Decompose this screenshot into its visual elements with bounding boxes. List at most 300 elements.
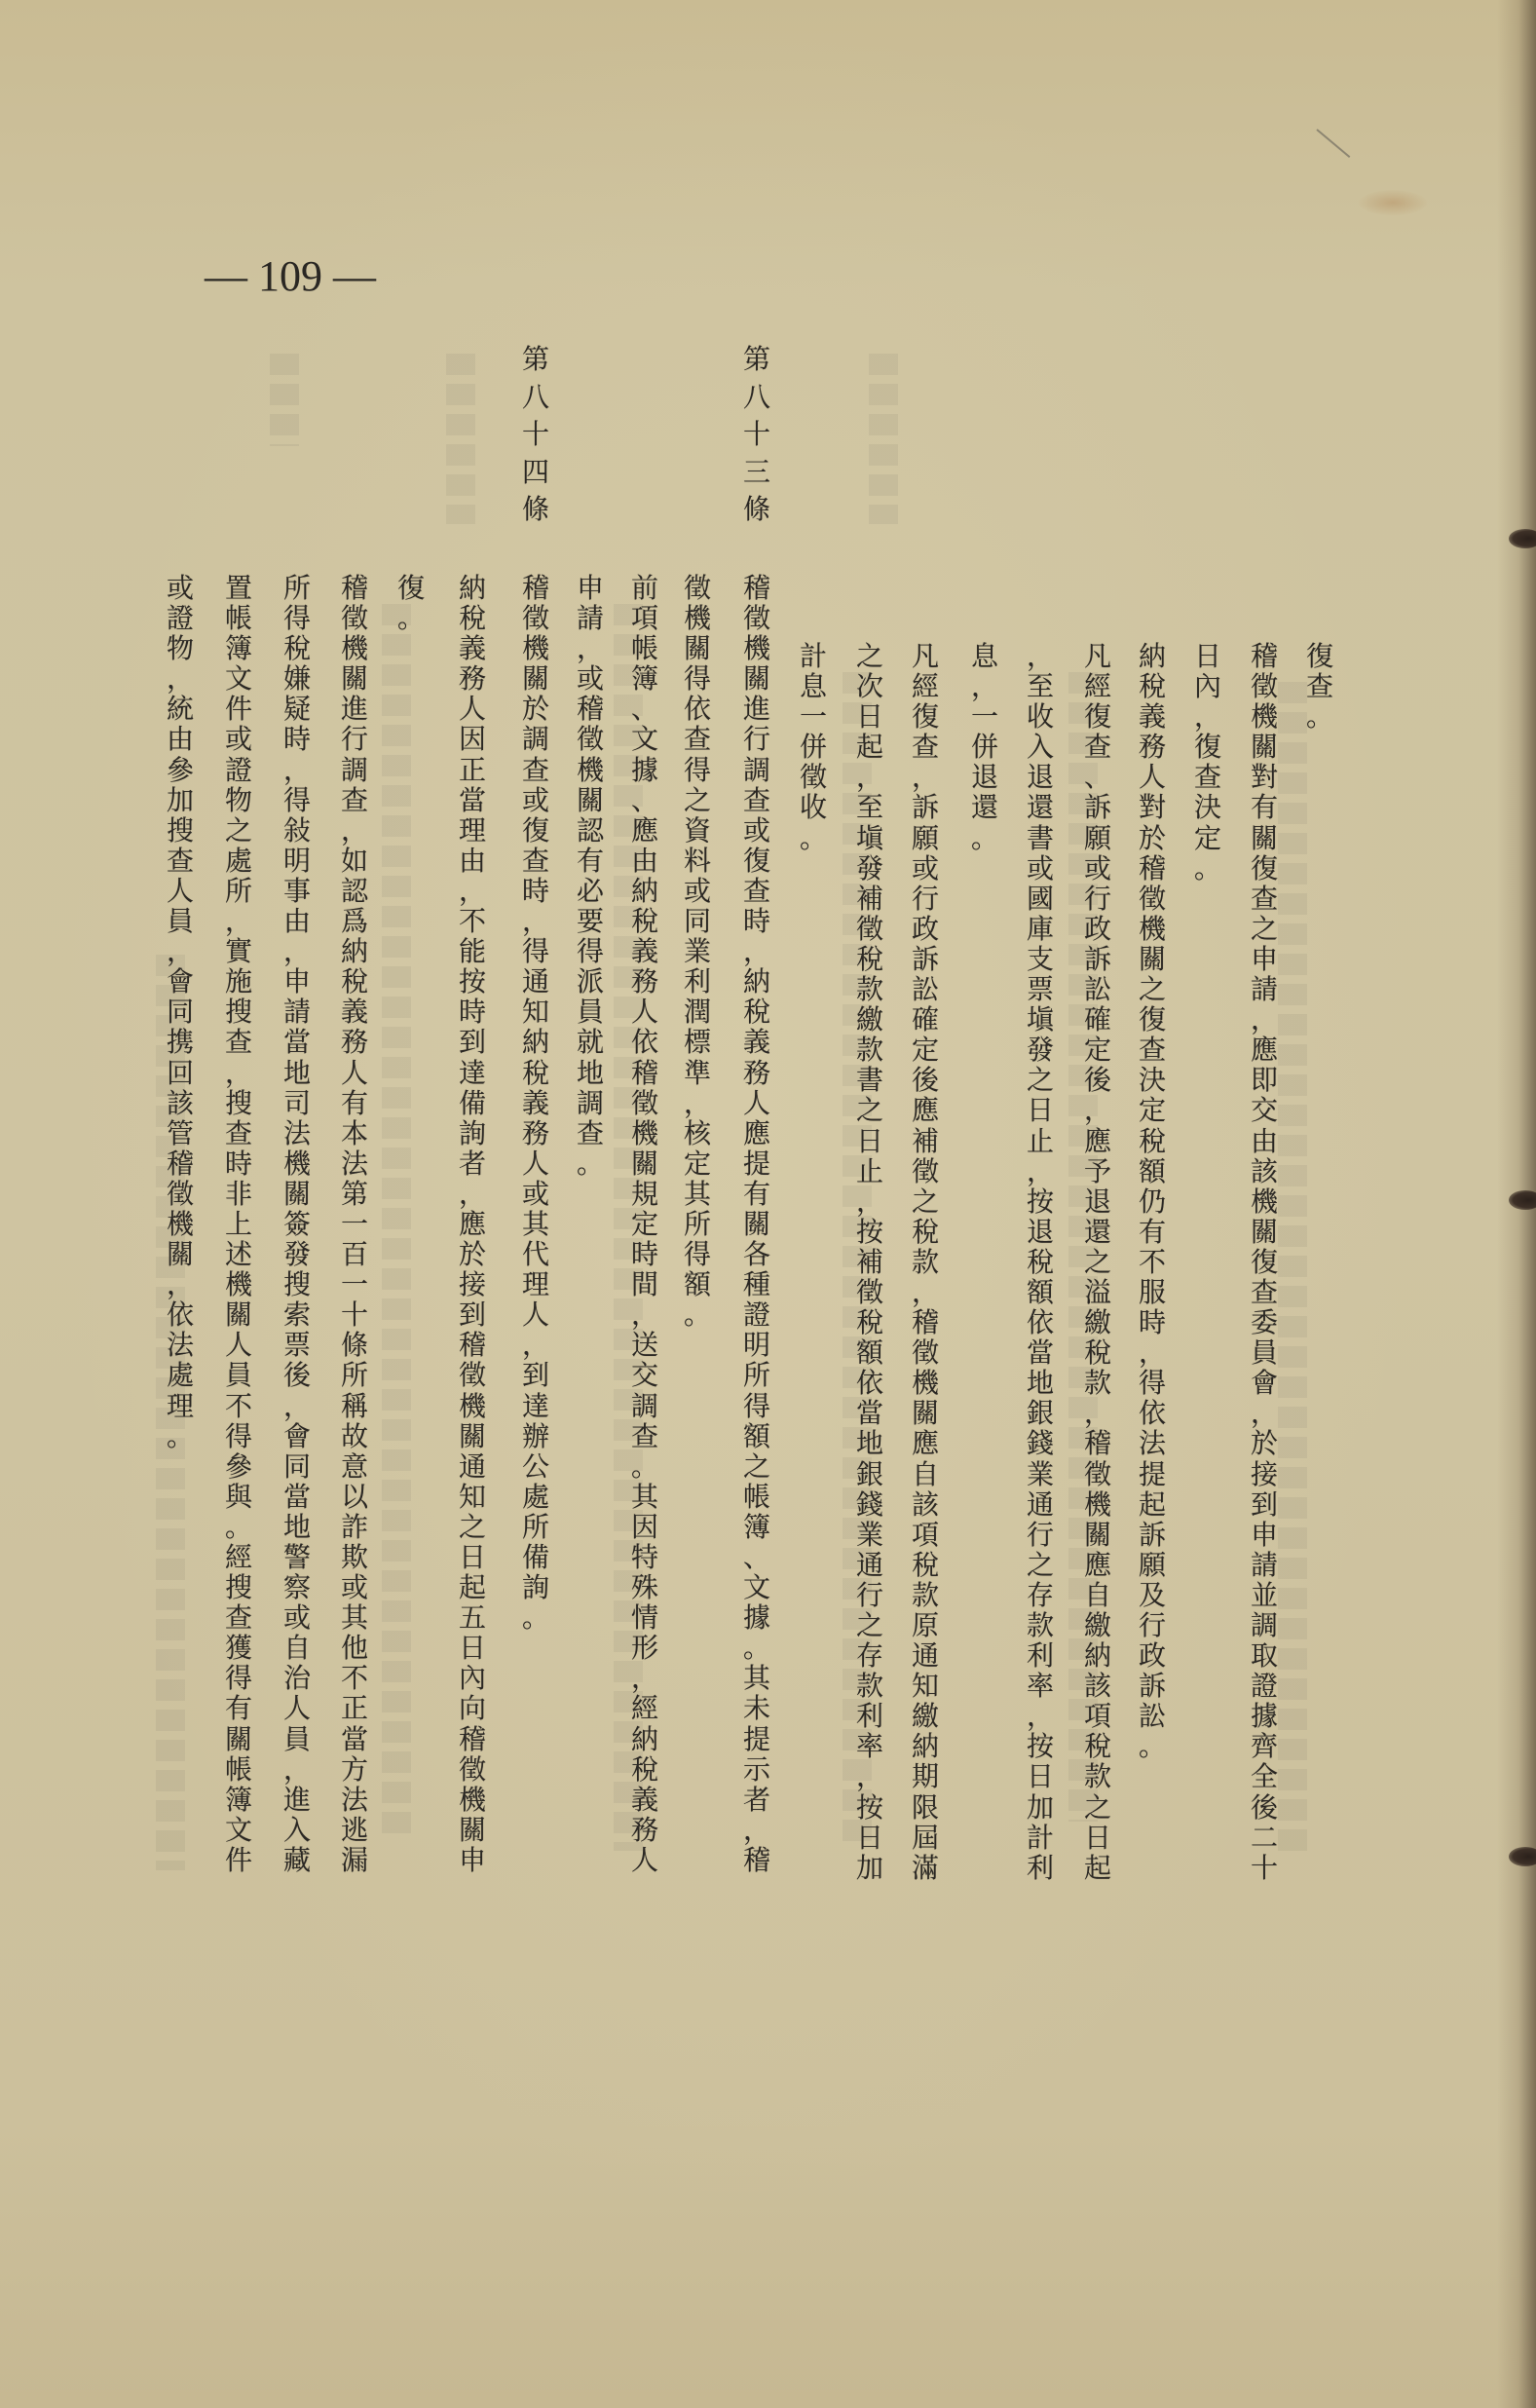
glyph: 按 bbox=[855, 1215, 883, 1248]
glyph: 務 bbox=[742, 1056, 770, 1089]
glyph: 款 bbox=[855, 973, 883, 1006]
glyph: 務 bbox=[521, 1116, 549, 1149]
glyph: 併 bbox=[970, 731, 998, 764]
glyph: 應 bbox=[911, 1094, 939, 1127]
glyph: 取 bbox=[1250, 1639, 1278, 1673]
glyph: 徵 bbox=[911, 1154, 939, 1187]
glyph: 納 bbox=[1083, 1639, 1111, 1673]
glyph: 願 bbox=[1138, 1548, 1166, 1581]
glyph: ， bbox=[1193, 700, 1221, 734]
glyph: 滿 bbox=[911, 1851, 939, 1884]
glyph: 之 bbox=[911, 1185, 939, 1218]
glyph: 八 bbox=[742, 380, 770, 413]
glyph: 定 bbox=[911, 1034, 939, 1067]
glyph: 全 bbox=[1250, 1760, 1278, 1793]
article-heading bbox=[520, 341, 551, 529]
glyph: 以 bbox=[340, 1480, 368, 1513]
glyph: 徵 bbox=[521, 602, 549, 635]
glyph: 行 bbox=[742, 723, 770, 756]
glyph: 證 bbox=[224, 753, 252, 786]
glyph: 該 bbox=[1250, 1154, 1278, 1187]
glyph: 徵 bbox=[742, 602, 770, 635]
glyph: 業 bbox=[1026, 1457, 1054, 1490]
glyph: 日 bbox=[1026, 1760, 1054, 1793]
glyph: 稽 bbox=[521, 572, 549, 604]
glyph: 業 bbox=[855, 1518, 883, 1551]
glyph: 準 bbox=[683, 1056, 711, 1089]
glyph: 或 bbox=[521, 1177, 549, 1210]
glyph: 搜 bbox=[224, 1086, 252, 1119]
glyph: 一 bbox=[799, 700, 827, 734]
glyph: 調 bbox=[521, 723, 549, 756]
glyph: 之 bbox=[1026, 1064, 1054, 1097]
glyph: 。 bbox=[1138, 1730, 1166, 1763]
glyph: 關 bbox=[521, 662, 549, 696]
glyph: 非 bbox=[224, 1177, 252, 1210]
glyph: ， bbox=[224, 1056, 252, 1089]
glyph: 行 bbox=[911, 882, 939, 915]
glyph: 按 bbox=[458, 965, 486, 998]
glyph: 得 bbox=[282, 602, 311, 635]
glyph: 稅 bbox=[1026, 1245, 1054, 1278]
glyph: 加 bbox=[855, 1851, 883, 1884]
glyph: 額 bbox=[1026, 1275, 1054, 1308]
glyph: 察 bbox=[282, 1571, 311, 1604]
glyph: 稱 bbox=[340, 1389, 368, 1422]
glyph: 至 bbox=[855, 791, 883, 824]
glyph: 不 bbox=[458, 905, 486, 938]
glyph: 徵 bbox=[855, 1275, 883, 1308]
glyph: 理 bbox=[166, 1389, 194, 1422]
glyph: 訴 bbox=[1138, 1518, 1166, 1551]
glyph: 之 bbox=[1083, 1245, 1111, 1278]
glyph: 復 bbox=[1193, 731, 1221, 764]
text-column bbox=[520, 573, 551, 1633]
glyph: 有 bbox=[742, 1177, 770, 1210]
glyph: 帳 bbox=[224, 602, 252, 635]
glyph: 政 bbox=[911, 912, 939, 945]
glyph: 時 bbox=[224, 1147, 252, 1180]
glyph: 票 bbox=[1026, 973, 1054, 1006]
glyph: 正 bbox=[340, 1692, 368, 1725]
glyph: 或 bbox=[224, 723, 252, 756]
glyph: 處 bbox=[224, 844, 252, 877]
glyph: 繳 bbox=[911, 1700, 939, 1733]
glyph: 文 bbox=[224, 1813, 252, 1846]
glyph: 提 bbox=[742, 1722, 770, 1755]
glyph: ， bbox=[1250, 1397, 1278, 1430]
glyph: 該 bbox=[166, 1086, 194, 1119]
glyph: 所 bbox=[340, 1359, 368, 1392]
glyph: ， bbox=[1138, 1336, 1166, 1370]
glyph: 搜 bbox=[166, 813, 194, 847]
glyph: 起 bbox=[1138, 1487, 1166, 1521]
glyph: 稅 bbox=[458, 602, 486, 635]
glyph: 經 bbox=[911, 670, 939, 703]
glyph: 申 bbox=[576, 572, 604, 604]
glyph: 申 bbox=[282, 965, 311, 998]
glyph: 所 bbox=[521, 1510, 549, 1543]
glyph: 訟 bbox=[1083, 973, 1111, 1006]
glyph: 徵 bbox=[799, 761, 827, 794]
glyph: 統 bbox=[166, 693, 194, 726]
glyph: 日 bbox=[1193, 640, 1221, 672]
glyph: 書 bbox=[855, 1064, 883, 1097]
glyph: 或 bbox=[576, 662, 604, 696]
glyph: 、 bbox=[742, 1541, 770, 1573]
glyph: 次 bbox=[855, 670, 883, 703]
glyph: 即 bbox=[1250, 1064, 1278, 1097]
glyph: 搜 bbox=[224, 1571, 252, 1604]
glyph: 之 bbox=[683, 783, 711, 816]
glyph: 務 bbox=[340, 1026, 368, 1059]
glyph: 按 bbox=[855, 1790, 883, 1824]
bleed-through-column bbox=[869, 354, 898, 524]
glyph: 息 bbox=[970, 640, 998, 672]
glyph: 所 bbox=[224, 874, 252, 907]
glyph: 方 bbox=[340, 1752, 368, 1786]
glyph: 還 bbox=[970, 791, 998, 824]
glyph: 退 bbox=[1026, 1215, 1054, 1248]
glyph: 該 bbox=[911, 1487, 939, 1521]
glyph: 當 bbox=[282, 1026, 311, 1059]
glyph: 得 bbox=[683, 662, 711, 696]
glyph: 查 bbox=[1305, 670, 1333, 703]
text-column bbox=[629, 573, 660, 1875]
glyph: ， bbox=[576, 632, 604, 665]
glyph: 款 bbox=[1026, 1609, 1054, 1641]
glyph: 決 bbox=[1138, 1064, 1166, 1097]
glyph: 疑 bbox=[282, 693, 311, 726]
glyph: 日 bbox=[855, 700, 883, 734]
glyph: 關 bbox=[742, 1207, 770, 1240]
glyph: 查 bbox=[630, 1419, 658, 1452]
glyph: 復 bbox=[1250, 851, 1278, 884]
glyph: 有 bbox=[340, 1086, 368, 1119]
glyph: 員 bbox=[576, 996, 604, 1029]
glyph: 之 bbox=[1083, 1790, 1111, 1824]
glyph: 稅 bbox=[340, 965, 368, 998]
glyph: 第 bbox=[521, 343, 549, 375]
glyph: 交 bbox=[630, 1359, 658, 1392]
glyph: 收 bbox=[799, 791, 827, 824]
glyph: 據 bbox=[742, 1601, 770, 1635]
glyph: 務 bbox=[630, 1813, 658, 1846]
glyph: 各 bbox=[742, 1238, 770, 1271]
glyph: 應 bbox=[458, 1207, 486, 1240]
glyph: ， bbox=[855, 1760, 883, 1793]
glyph: 得 bbox=[224, 1419, 252, 1452]
glyph: 行 bbox=[1138, 1609, 1166, 1641]
glyph: 關 bbox=[1250, 731, 1278, 764]
glyph: 稽 bbox=[458, 1329, 486, 1362]
glyph: 查 bbox=[1250, 882, 1278, 915]
glyph: 時 bbox=[521, 874, 549, 907]
glyph: 得 bbox=[282, 783, 311, 816]
glyph: 或 bbox=[1083, 851, 1111, 884]
glyph: 帳 bbox=[742, 1480, 770, 1513]
glyph: 發 bbox=[855, 851, 883, 884]
glyph: 仍 bbox=[1138, 1185, 1166, 1218]
glyph: 退 bbox=[1026, 761, 1054, 794]
glyph: 項 bbox=[911, 1518, 939, 1551]
glyph: ， bbox=[521, 905, 549, 938]
glyph: 人 bbox=[521, 1298, 549, 1332]
glyph: 稅 bbox=[911, 1215, 939, 1248]
glyph: 其 bbox=[521, 1207, 549, 1240]
glyph: 簿 bbox=[742, 1510, 770, 1543]
glyph: 之 bbox=[855, 1609, 883, 1641]
glyph: 或 bbox=[911, 851, 939, 884]
glyph: 物 bbox=[166, 632, 194, 665]
glyph: 納 bbox=[742, 965, 770, 998]
glyph: 稅 bbox=[630, 1752, 658, 1786]
glyph: 務 bbox=[630, 965, 658, 998]
glyph: 所 bbox=[742, 1359, 770, 1392]
glyph: 。 bbox=[742, 1632, 770, 1665]
glyph: 查 bbox=[1083, 731, 1111, 764]
glyph: 有 bbox=[1250, 791, 1278, 824]
glyph: 復 bbox=[396, 572, 425, 604]
glyph: 依 bbox=[855, 1367, 883, 1400]
glyph: 稅 bbox=[521, 1056, 549, 1089]
glyph: 時 bbox=[282, 723, 311, 756]
glyph: 法 bbox=[340, 1783, 368, 1816]
glyph: 關 bbox=[1138, 942, 1166, 975]
glyph: 稽 bbox=[458, 1722, 486, 1755]
glyph: 期 bbox=[911, 1760, 939, 1793]
binding-hole bbox=[1509, 1847, 1536, 1866]
glyph: 稽 bbox=[1250, 640, 1278, 672]
glyph: 正 bbox=[458, 753, 486, 786]
glyph: 形 bbox=[630, 1632, 658, 1665]
glyph: 逃 bbox=[340, 1813, 368, 1846]
glyph: 證 bbox=[166, 602, 194, 635]
glyph: 並 bbox=[1250, 1578, 1278, 1611]
glyph: 查 bbox=[911, 731, 939, 764]
glyph: 復 bbox=[1305, 640, 1333, 672]
glyph: 同 bbox=[683, 905, 711, 938]
glyph: 復 bbox=[1138, 1003, 1166, 1036]
glyph: 法 bbox=[166, 1329, 194, 1362]
glyph: 。 bbox=[683, 1298, 711, 1332]
glyph: 必 bbox=[576, 874, 604, 907]
glyph: 業 bbox=[683, 935, 711, 968]
glyph: 查 bbox=[340, 783, 368, 816]
glyph: 機 bbox=[742, 632, 770, 665]
glyph: 殊 bbox=[630, 1571, 658, 1604]
text-column bbox=[1137, 641, 1168, 1761]
glyph: 發 bbox=[282, 1238, 311, 1271]
glyph: 義 bbox=[630, 1783, 658, 1816]
glyph: 該 bbox=[1083, 1670, 1111, 1703]
glyph: 由 bbox=[630, 844, 658, 877]
text-column bbox=[798, 641, 829, 853]
glyph: 自 bbox=[911, 1457, 939, 1490]
glyph: ， bbox=[521, 1329, 549, 1362]
glyph: 納 bbox=[458, 572, 486, 604]
glyph: 項 bbox=[630, 602, 658, 635]
glyph: 徵 bbox=[1250, 670, 1278, 703]
glyph: 欺 bbox=[340, 1541, 368, 1573]
glyph: 徵 bbox=[683, 572, 711, 604]
glyph: 關 bbox=[282, 1177, 311, 1210]
glyph: 調 bbox=[630, 1389, 658, 1422]
glyph: ， bbox=[458, 874, 486, 907]
glyph: 進 bbox=[340, 693, 368, 726]
glyph: 處 bbox=[521, 1480, 549, 1513]
glyph: 當 bbox=[340, 1722, 368, 1755]
glyph: 徵 bbox=[458, 1359, 486, 1392]
glyph: 稅 bbox=[911, 1548, 939, 1581]
glyph: 搜 bbox=[224, 996, 252, 1029]
glyph: 或 bbox=[282, 1601, 311, 1635]
glyph: 四 bbox=[521, 455, 549, 488]
glyph: 起 bbox=[855, 731, 883, 764]
glyph: 稽 bbox=[340, 572, 368, 604]
glyph: 達 bbox=[521, 1389, 549, 1422]
glyph: 辦 bbox=[521, 1419, 549, 1452]
glyph: 特 bbox=[630, 1541, 658, 1573]
glyph: 義 bbox=[521, 1086, 549, 1119]
glyph: 當 bbox=[1026, 1336, 1054, 1370]
glyph: 意 bbox=[340, 1449, 368, 1483]
glyph: ， bbox=[1026, 640, 1054, 672]
glyph: 額 bbox=[855, 1336, 883, 1370]
glyph: 請 bbox=[576, 602, 604, 635]
glyph: 到 bbox=[521, 1359, 549, 1392]
text-column bbox=[1082, 641, 1113, 1883]
glyph: ， bbox=[683, 1086, 711, 1119]
glyph: ， bbox=[224, 905, 252, 938]
glyph: 到 bbox=[458, 1026, 486, 1059]
glyph: 款 bbox=[855, 1034, 883, 1067]
glyph: 補 bbox=[855, 1245, 883, 1278]
glyph: 述 bbox=[224, 1238, 252, 1271]
glyph: 徵 bbox=[576, 723, 604, 756]
glyph: 息 bbox=[799, 670, 827, 703]
glyph: 索 bbox=[282, 1298, 311, 1332]
glyph: 第 bbox=[340, 1177, 368, 1210]
glyph: 機 bbox=[1083, 1487, 1111, 1521]
glyph: 確 bbox=[911, 1003, 939, 1036]
glyph: 向 bbox=[458, 1692, 486, 1725]
glyph: 後 bbox=[282, 1359, 311, 1392]
glyph: 簿 bbox=[224, 632, 252, 665]
glyph: 所 bbox=[683, 1207, 711, 1240]
glyph: 查 bbox=[1138, 1034, 1166, 1067]
glyph: 簽 bbox=[282, 1207, 311, 1240]
glyph: 關 bbox=[1250, 821, 1278, 854]
glyph: 定 bbox=[1138, 1094, 1166, 1127]
glyph: 。 bbox=[970, 821, 998, 854]
glyph: 帳 bbox=[630, 632, 658, 665]
glyph: 機 bbox=[683, 602, 711, 635]
glyph: 稽 bbox=[742, 1843, 770, 1876]
glyph: 敍 bbox=[282, 813, 311, 847]
paper-stain bbox=[1359, 190, 1427, 215]
glyph: 關 bbox=[340, 662, 368, 696]
glyph: 與 bbox=[224, 1480, 252, 1513]
glyph: ， bbox=[855, 1185, 883, 1218]
glyph: ， bbox=[166, 935, 194, 968]
glyph: ， bbox=[1083, 1094, 1111, 1127]
glyph: 示 bbox=[742, 1752, 770, 1786]
glyph: 應 bbox=[630, 813, 658, 847]
glyph: 得 bbox=[521, 935, 549, 968]
glyph: 錢 bbox=[855, 1487, 883, 1521]
glyph: ， bbox=[458, 1177, 486, 1210]
glyph: 人 bbox=[166, 874, 194, 907]
glyph: 自 bbox=[1083, 1578, 1111, 1611]
glyph: ， bbox=[282, 1389, 311, 1422]
glyph: 或 bbox=[521, 783, 549, 816]
glyph: 。 bbox=[521, 1601, 549, 1635]
glyph: 簿 bbox=[630, 662, 658, 696]
glyph: 查 bbox=[224, 1601, 252, 1635]
glyph: 條 bbox=[742, 493, 770, 525]
glyph: 因 bbox=[630, 1510, 658, 1543]
glyph: 或 bbox=[742, 813, 770, 847]
glyph: 納 bbox=[630, 874, 658, 907]
glyph: 日 bbox=[855, 1821, 883, 1854]
glyph: 額 bbox=[742, 1419, 770, 1452]
glyph: 率 bbox=[855, 1730, 883, 1763]
text-column bbox=[854, 641, 885, 1883]
glyph: 提 bbox=[742, 1147, 770, 1180]
glyph: 入 bbox=[282, 1813, 311, 1846]
glyph: 。 bbox=[630, 1449, 658, 1483]
glyph: 進 bbox=[282, 1783, 311, 1816]
glyph: 政 bbox=[1083, 912, 1111, 945]
glyph: 間 bbox=[630, 1268, 658, 1301]
glyph: 有 bbox=[1138, 1215, 1166, 1248]
glyph: 日 bbox=[1083, 1821, 1111, 1854]
glyph: 嫌 bbox=[282, 662, 311, 696]
glyph: ， bbox=[742, 1813, 770, 1846]
glyph: 由 bbox=[282, 905, 311, 938]
glyph: 關 bbox=[911, 1397, 939, 1430]
glyph: 應 bbox=[911, 1427, 939, 1460]
glyph: 藏 bbox=[282, 1843, 311, 1876]
text-column bbox=[1304, 641, 1335, 732]
glyph: ， bbox=[855, 761, 883, 794]
glyph: 關 bbox=[1083, 1518, 1111, 1551]
glyph: 訟 bbox=[1138, 1700, 1166, 1733]
glyph: 查 bbox=[521, 844, 549, 877]
glyph: 有 bbox=[224, 1692, 252, 1725]
glyph: 未 bbox=[742, 1692, 770, 1725]
glyph: 進 bbox=[742, 693, 770, 726]
glyph: 繳 bbox=[1083, 1306, 1111, 1339]
glyph: 加 bbox=[1026, 1790, 1054, 1824]
glyph: 前 bbox=[630, 572, 658, 604]
glyph: 文 bbox=[742, 1571, 770, 1604]
glyph: 當 bbox=[855, 1397, 883, 1430]
pencil-mark bbox=[1316, 129, 1350, 158]
glyph: 服 bbox=[1138, 1275, 1166, 1308]
glyph: 證 bbox=[742, 1298, 770, 1332]
glyph: 錢 bbox=[1026, 1427, 1054, 1460]
glyph: 凡 bbox=[1083, 640, 1111, 672]
glyph: 據 bbox=[630, 753, 658, 786]
glyph: 關 bbox=[224, 1722, 252, 1755]
glyph: ， bbox=[282, 1752, 311, 1786]
glyph: ， bbox=[166, 1268, 194, 1301]
glyph: 還 bbox=[1083, 1215, 1111, 1248]
glyph: 通 bbox=[1026, 1487, 1054, 1521]
glyph: 條 bbox=[521, 493, 549, 525]
